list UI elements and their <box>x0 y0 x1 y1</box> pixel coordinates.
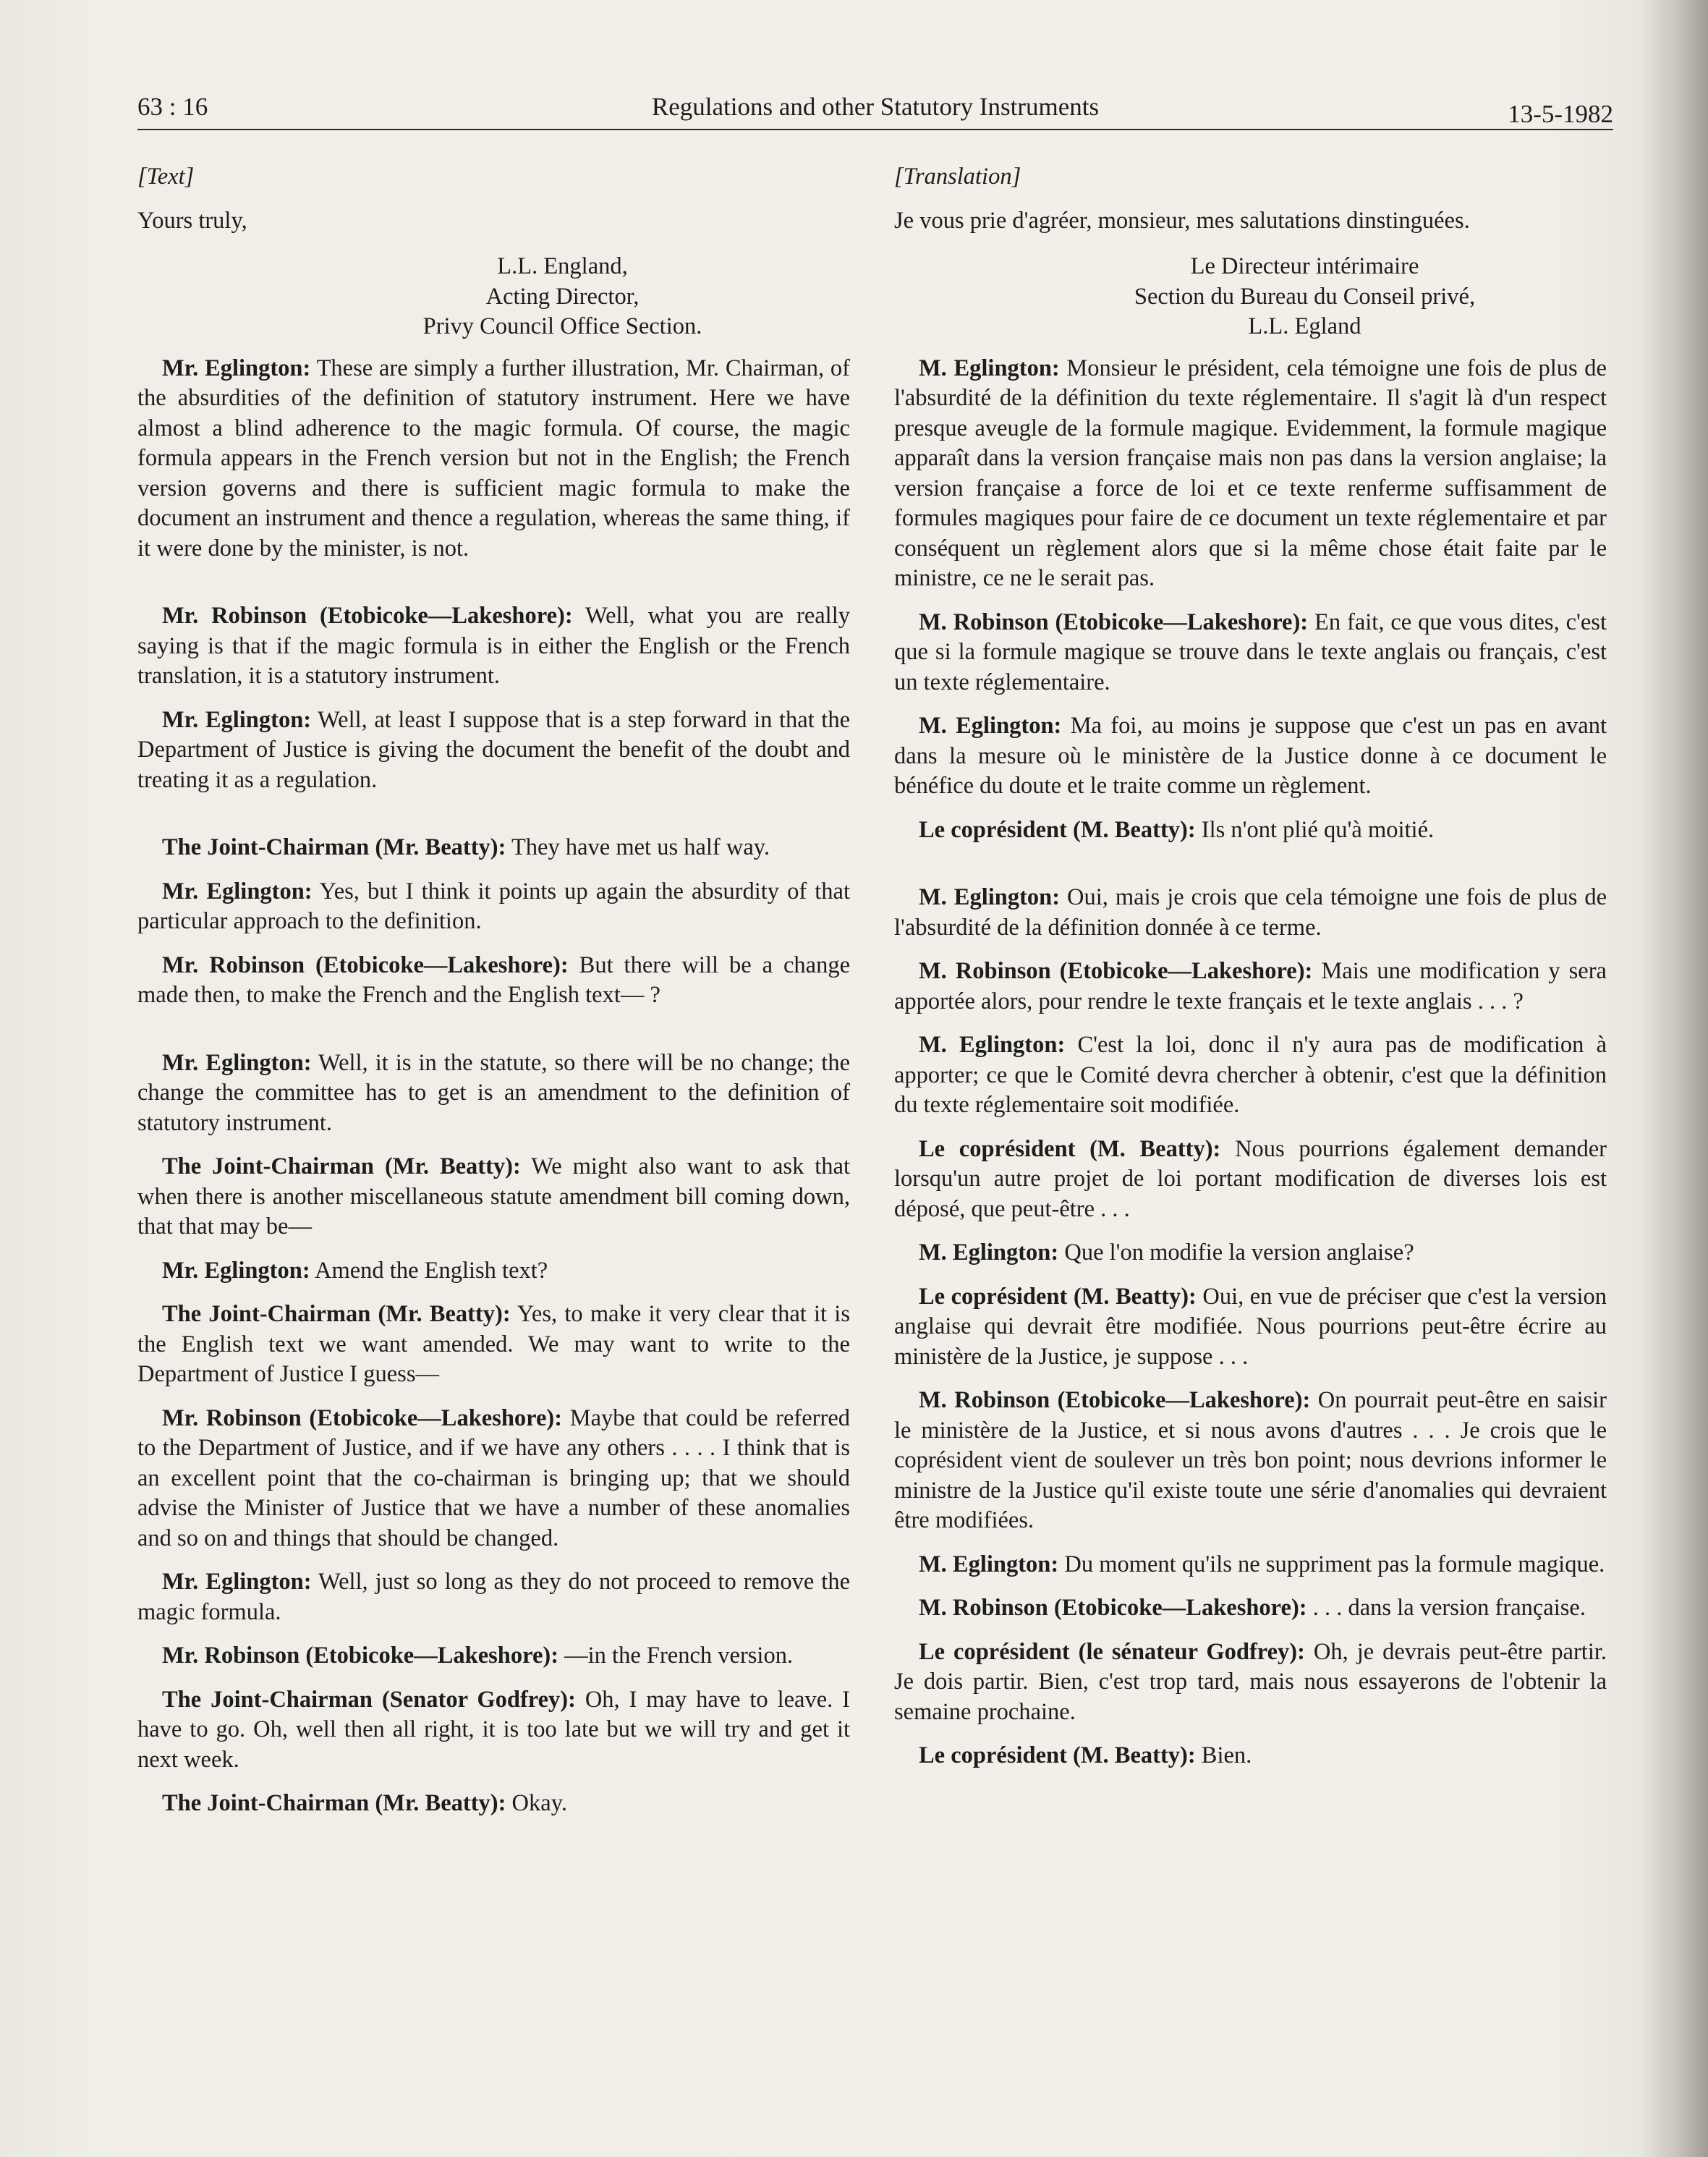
text-label: [Text] <box>137 164 195 190</box>
signature-name: L.L. England, <box>497 253 628 279</box>
speech-text: Oui, mais je crois que cela témoigne une fois de plus de l'absurdité de la définition donnée à ce terme. <box>894 884 1607 941</box>
transcript-paragraph <box>137 1048 850 1139</box>
speech-text: On pourrait peut-être en saisir le ministère de la Justice, et si nous avons d'autres . . . Je crois que le coprésident vient de soulever un très bon point; nous devrions informer le ministre de la Justice qu'il existe toute une série d'anomalies qui devraient être modifiées. <box>894 1387 1607 1533</box>
page-date: 13-5-1982 <box>1508 100 1613 128</box>
speaker-name: Le coprésident (le sénateur Godfrey): <box>919 1638 1305 1665</box>
transcript-paragraph <box>137 601 850 692</box>
transcript-paragraph <box>137 1567 850 1627</box>
speech-text: Bien. <box>1195 1742 1252 1768</box>
speaker-name: Mr. Eglington: <box>162 355 311 381</box>
speech-text: Well, just so long as they do not proceed to remove the magic formula. <box>137 1569 850 1625</box>
transcript-paragraph <box>137 1300 850 1390</box>
transcript-paragraph <box>894 1593 1607 1624</box>
transcript-paragraph <box>137 1685 850 1776</box>
speech-text: They have met us half way. <box>506 834 770 860</box>
left-transcript <box>137 354 850 1819</box>
speech-text: Yes, to make it very clear that it is the English text we want amended. We may want to write to the Department of Justice I guess— <box>137 1301 850 1387</box>
transcript-paragraph <box>894 957 1607 1017</box>
speech-text: Maybe that could be referred to the Department of Justice, and if we have any others . . . . I think that is an excellent point that the co-chairman is bringing up; that we should advise the Minister of Justice that we have a number of these anomalies and so on and things that should be changed. <box>137 1404 850 1551</box>
signature-title-fr: Le Directeur intérimaire <box>1190 253 1419 279</box>
speaker-name: The Joint-Chairman (Senator Godfrey): <box>162 1686 576 1713</box>
transcript-paragraph <box>137 1641 850 1671</box>
speaker-name: Mr. Eglington: <box>162 878 313 904</box>
speech-text: Que l'on modifie la version anglaise? <box>1058 1239 1414 1266</box>
transcript-paragraph <box>894 1386 1607 1536</box>
speaker-name: M. Eglington: <box>919 1032 1066 1058</box>
speech-text: Mais une modification y sera apportée alors, pour rendre le texte français et le texte anglais . . . ? <box>894 958 1607 1014</box>
speech-text: C'est la loi, donc il n'y aura pas de modification à apporter; ce que le Comité devra chercher à obtenir, c'est que la définition du texte réglementaire soit modifiée. <box>894 1032 1607 1118</box>
signature-block <box>275 252 850 342</box>
transcript-paragraph <box>894 1135 1607 1225</box>
left-column <box>137 162 850 1833</box>
speech-text: These are simply a further illustration, Mr. Chairman, of the absurdities of the definition of statutory instrument. Here we have almost a blind adherence to the magic formula. Of course, the magic formula appears in the French version but not in the English; the French version governs and there is sufficient magic formula to make the document an instrument and thence a regulation, whereas the same thing, if it were done by the minister, is not. <box>137 355 850 562</box>
transcript-paragraph <box>894 354 1607 594</box>
page-number: 63 : 16 <box>137 93 208 121</box>
transcript-paragraph <box>894 1637 1607 1728</box>
transcript-paragraph <box>137 1152 850 1242</box>
speech-text: Du moment qu'ils ne suppriment pas la formule magique. <box>1058 1551 1605 1577</box>
transcript-paragraph <box>894 1030 1607 1121</box>
speaker-name: Mr. Robinson (Etobicoke—Lakeshore): <box>162 1643 559 1669</box>
transcript-paragraph <box>137 833 850 863</box>
speech-text: Oh, je devrais peut-être partir. Je dois partir. Bien, c'est trop tard, mais nous essayerons de l'obtenir la semaine prochaine. <box>894 1638 1607 1725</box>
transcript-paragraph <box>894 1741 1607 1771</box>
transcript-paragraph <box>137 951 850 1011</box>
transcript-paragraph <box>137 1789 850 1819</box>
signature-block-fr <box>1003 252 1607 342</box>
speaker-name: The Joint-Chairman (Mr. Beatty): <box>162 1790 506 1816</box>
speaker-name: Mr. Robinson (Etobicoke—Lakeshore): <box>162 952 569 978</box>
speaker-name: Mr. Eglington: <box>162 1569 312 1595</box>
speaker-name: Le coprésident (M. Beatty): <box>919 816 1196 843</box>
speaker-name: M. Robinson (Etobicoke—Lakeshore): <box>919 1387 1311 1413</box>
transcript-paragraph <box>894 815 1607 846</box>
transcript-paragraph <box>894 883 1607 943</box>
speaker-name: M. Eglington: <box>919 884 1061 910</box>
speech-text: Well, at least I suppose that is a step forward in that the Department of Justice is giving the document the benefit of the doubt and treating it as a regulation. <box>137 706 851 793</box>
transcript-paragraph <box>137 877 850 937</box>
page-header <box>137 93 1613 133</box>
signature-title: Acting Director, <box>485 283 640 310</box>
speaker-name: Le coprésident (M. Beatty): <box>919 1283 1197 1310</box>
letter-closing: Yours truly, <box>137 207 247 234</box>
speaker-name: Le coprésident (M. Beatty): <box>919 1742 1196 1768</box>
speech-text: Ils n'ont plié qu'à moitié. <box>1195 816 1435 843</box>
speech-text: We might also want to ask that when there is another miscellaneous statute amendment bill coming down, that that may be— <box>137 1153 850 1239</box>
speech-text: Ma foi, au moins je suppose que c'est un pas en avant dans la mesure où le ministère de la Justice donne à ce document le bénéfice du doute et le traite comme un règlement. <box>894 713 1607 799</box>
speech-text: Oh, I may have to leave. I have to go. Oh, well then all right, it is too late but we will try and get it next week. <box>137 1686 850 1773</box>
speaker-name: Mr. Eglington: <box>162 1257 310 1284</box>
transcript-paragraph <box>137 1404 850 1554</box>
speech-text: Monsieur le président, cela témoigne une fois de plus de l'absurdité de la définition du texte réglementaire. Il s'agit là d'un respect presque aveugle de la formule magique. Evidemment, la formule magique apparaît dans la version française mais non pas dans la version anglaise; la version française a force de loi et ce texte renferme suffisamment de formules magiques pour faire de ce document un texte réglementaire et par conséquent un règlement alors que si la même chose était faite par le ministre, ce ne le serait pas. <box>894 355 1607 591</box>
speaker-name: M. Robinson (Etobicoke—Lakeshore): <box>919 958 1313 984</box>
header-rule <box>137 129 1613 130</box>
speech-text: Okay. <box>506 1790 567 1816</box>
signature-office-fr: Section du Bureau du Conseil privé, <box>1134 283 1476 310</box>
binding-shadow <box>1639 0 1708 2157</box>
speech-text: —in the French version. <box>558 1643 794 1669</box>
speaker-name: Le coprésident (M. Beatty): <box>919 1135 1221 1162</box>
speaker-name: M. Robinson (Etobicoke—Lakeshore): <box>919 1595 1307 1621</box>
transcript-paragraph <box>894 1550 1607 1580</box>
running-title: Regulations and other Statutory Instruments <box>651 93 1100 121</box>
transcript-paragraph <box>137 705 850 796</box>
right-transcript <box>894 354 1607 1771</box>
speaker-name: Mr. Robinson (Etobicoke—Lakeshore): <box>162 1404 563 1431</box>
speaker-name: M. Eglington: <box>919 1239 1059 1266</box>
transcript-paragraph <box>137 1256 850 1287</box>
speech-text: Oui, en vue de préciser que c'est la version anglaise qui devrait être modifiée. Nous pourrions peut-être écrire au ministère de la Justice, je suppose . . . <box>894 1283 1607 1370</box>
speech-text: . . . dans la version française. <box>1307 1595 1586 1621</box>
speaker-name: The Joint-Chairman (Mr. Beatty): <box>162 1301 511 1327</box>
speech-text: Amend the English text? <box>310 1257 548 1284</box>
speech-text: Well, what you are really saying is that if the magic formula is in either the English or the French translation, it is a statutory instrument. <box>137 603 850 689</box>
speech-text: But there will be a change made then, to make the French and the English text— ? <box>137 952 850 1008</box>
speaker-name: M. Eglington: <box>919 713 1062 739</box>
speaker-name: The Joint-Chairman (Mr. Beatty): <box>162 1153 521 1179</box>
signature-name-fr: L.L. Egland <box>1248 313 1361 339</box>
transcript-paragraph <box>894 711 1607 802</box>
translation-label: [Translation] <box>894 164 1021 190</box>
speech-text: Nous pourrions également demander lorsqu'un autre projet de loi portant modification de diverses lois est déposé, que peut-être . . . <box>894 1135 1607 1222</box>
transcript-paragraph <box>894 1282 1607 1373</box>
transcript-paragraph <box>137 354 850 564</box>
speaker-name: Mr. Eglington: <box>162 1049 312 1076</box>
speaker-name: The Joint-Chairman (Mr. Beatty): <box>162 834 506 860</box>
speech-text: En fait, ce que vous dites, c'est que si la formule magique se trouve dans le texte anglais ou français, c'est un texte réglementaire. <box>894 609 1607 695</box>
speech-text: Well, it is in the statute, so there will be no change; the change the committee has to get is an amendment to the definition of statutory instrument. <box>137 1049 851 1136</box>
transcript-paragraph <box>894 608 1607 698</box>
speech-text: Yes, but I think it points up again the absurdity of that particular approach to the definition. <box>137 878 850 934</box>
transcript-paragraph <box>894 1238 1607 1268</box>
speaker-name: M. Eglington: <box>919 355 1060 381</box>
speaker-name: Mr. Eglington: <box>162 706 312 733</box>
speaker-name: M. Eglington: <box>919 1551 1059 1577</box>
speaker-name: Mr. Robinson (Etobicoke—Lakeshore): <box>162 603 573 629</box>
signature-office: Privy Council Office Section. <box>422 313 702 339</box>
speaker-name: M. Robinson (Etobicoke—Lakeshore): <box>919 609 1309 635</box>
letter-closing-fr: Je vous prie d'agréer, monsieur, mes salutations dinstinguées. <box>894 207 1470 234</box>
right-column <box>894 162 1607 1785</box>
